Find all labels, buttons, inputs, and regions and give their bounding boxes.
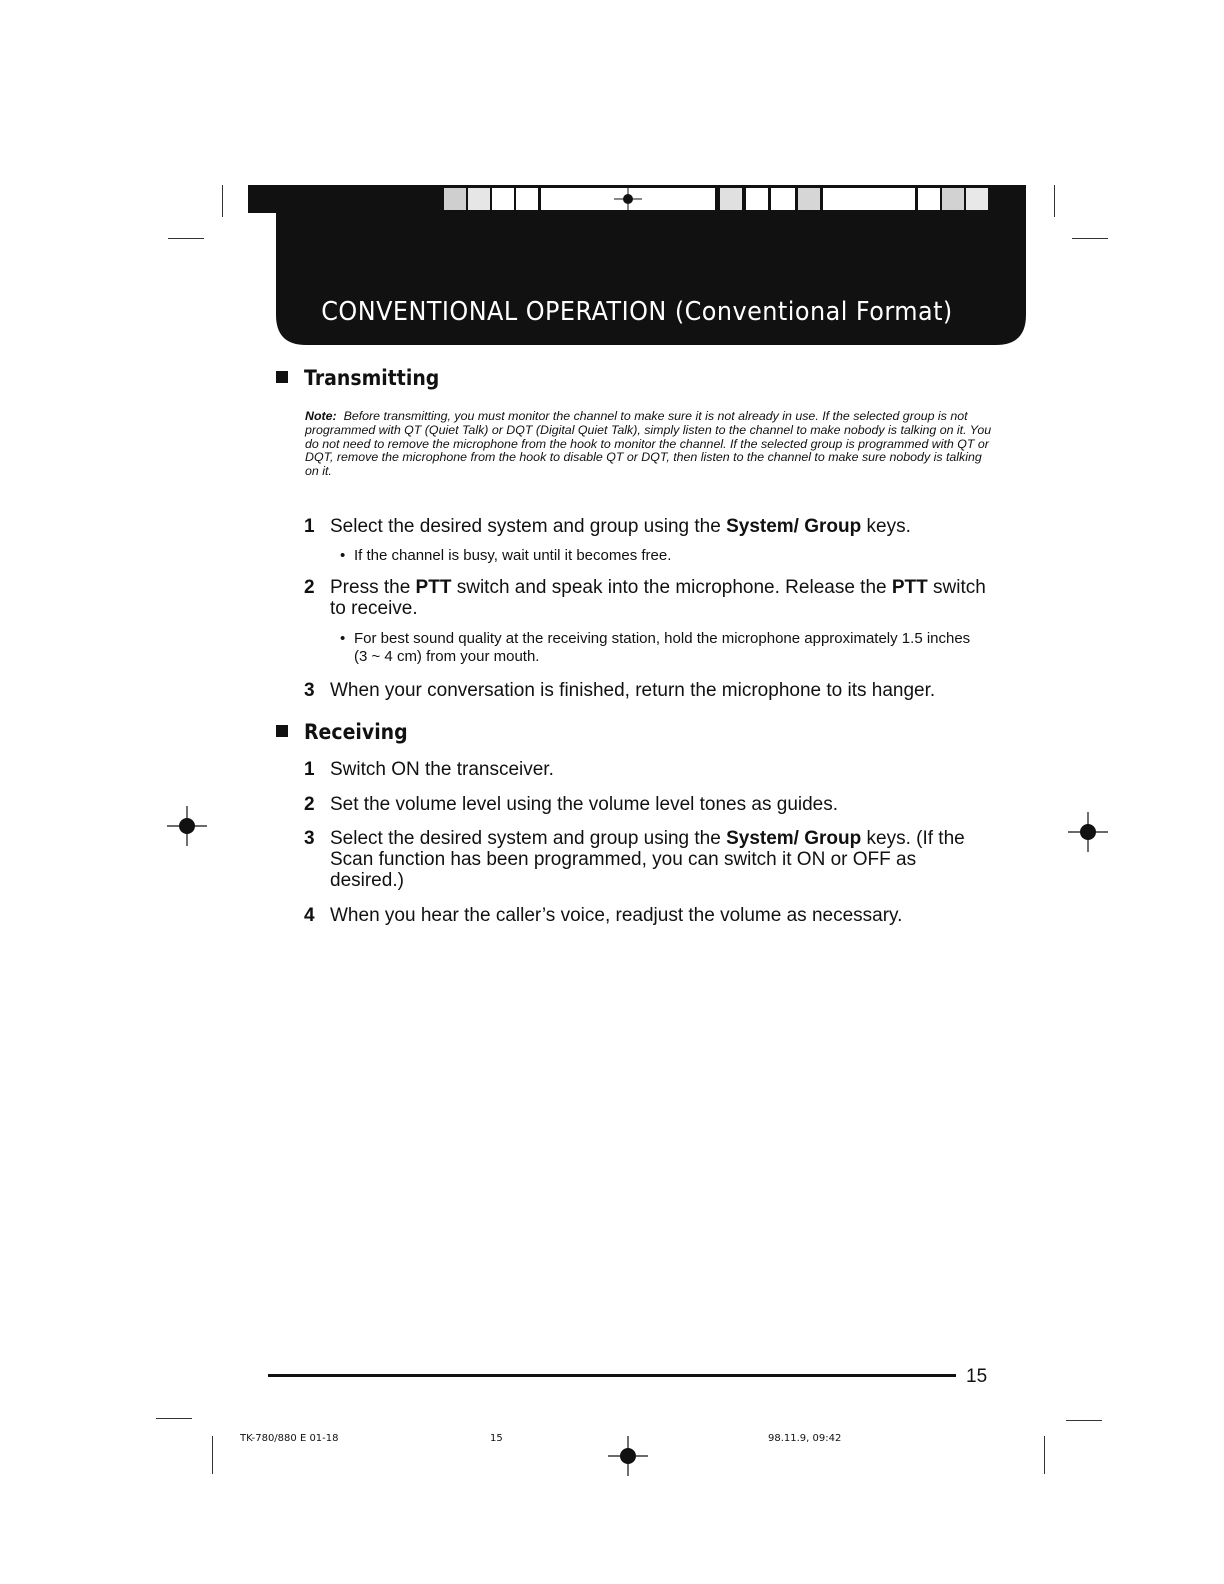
crop-mark: [222, 185, 223, 217]
section-heading-transmitting: Transmitting: [276, 366, 454, 390]
transmit-step-1-bullet: • If the channel is busy, wait until it becomes free.: [340, 547, 672, 564]
note-text: Before transmitting, you must monitor the channel to make sure it is not already in use. If the selected group is not programmed with QT (Quiet Talk) or DQT (Digital Quiet Talk), simply listen to the channel to make nobody is talking on it. You do not need to remove the microphone from the hook to monitor the channel. If the selected group is programmed with QT or DQT, remove the microphone from the hook to disable QT or DQT, then listen to the channel to make sure nobody is talking on it.: [305, 409, 992, 479]
registration-mark-icon: [1068, 812, 1108, 852]
page-title: CONVENTIONAL OPERATION (Conventional Format): [321, 297, 953, 327]
registration-mark-icon: [608, 1436, 648, 1476]
crop-mark: [212, 1436, 213, 1474]
crop-mark: [1066, 1420, 1102, 1421]
registration-mark-icon: [167, 806, 207, 846]
page-number: 15: [966, 1366, 988, 1387]
receive-step-4: 4 When you hear the caller’s voice, readjust the volume as necessary.: [304, 905, 903, 926]
footer-center: 15: [490, 1433, 503, 1444]
footer-rule: [268, 1374, 956, 1377]
crop-mark: [168, 238, 204, 239]
receive-step-3: 3 Select the desired system and group using the System/ Group keys. (If the Scan function has been programmed, you can switch it ON or OFF as desired.): [304, 828, 965, 891]
chapter-banner: [248, 185, 1026, 353]
crop-mark: [1044, 1436, 1045, 1474]
crop-mark: [1054, 185, 1055, 217]
transmit-step-1: 1 Select the desired system and group using the System/ Group keys.: [304, 516, 911, 537]
note-label: Note:: [305, 409, 337, 423]
transmit-step-3: 3 When your conversation is finished, return the microphone to its hanger.: [304, 680, 936, 701]
receive-step-2: 2 Set the volume level using the volume level tones as guides.: [304, 794, 839, 815]
footer-right: 98.11.9, 09:42: [768, 1433, 842, 1444]
receive-step-1: 1 Switch ON the transceiver.: [304, 759, 554, 780]
crop-mark: [156, 1418, 192, 1419]
crop-mark: [1072, 238, 1108, 239]
section-bullet-icon: [276, 371, 288, 383]
section-heading-receiving: Receiving: [276, 720, 419, 744]
footer-left: TK-780/880 E 01-18: [240, 1433, 339, 1444]
note: [305, 410, 995, 479]
transmit-step-2-bullet: • For best sound quality at the receiving station, hold the microphone approximately 1.5 inches (3 ~ 4 cm) from your mouth.: [340, 630, 971, 665]
transmit-step-2: 2 Press the PTT switch and speak into the microphone. Release the PTT switch to receive.: [304, 577, 986, 619]
section-bullet-icon: [276, 725, 288, 737]
